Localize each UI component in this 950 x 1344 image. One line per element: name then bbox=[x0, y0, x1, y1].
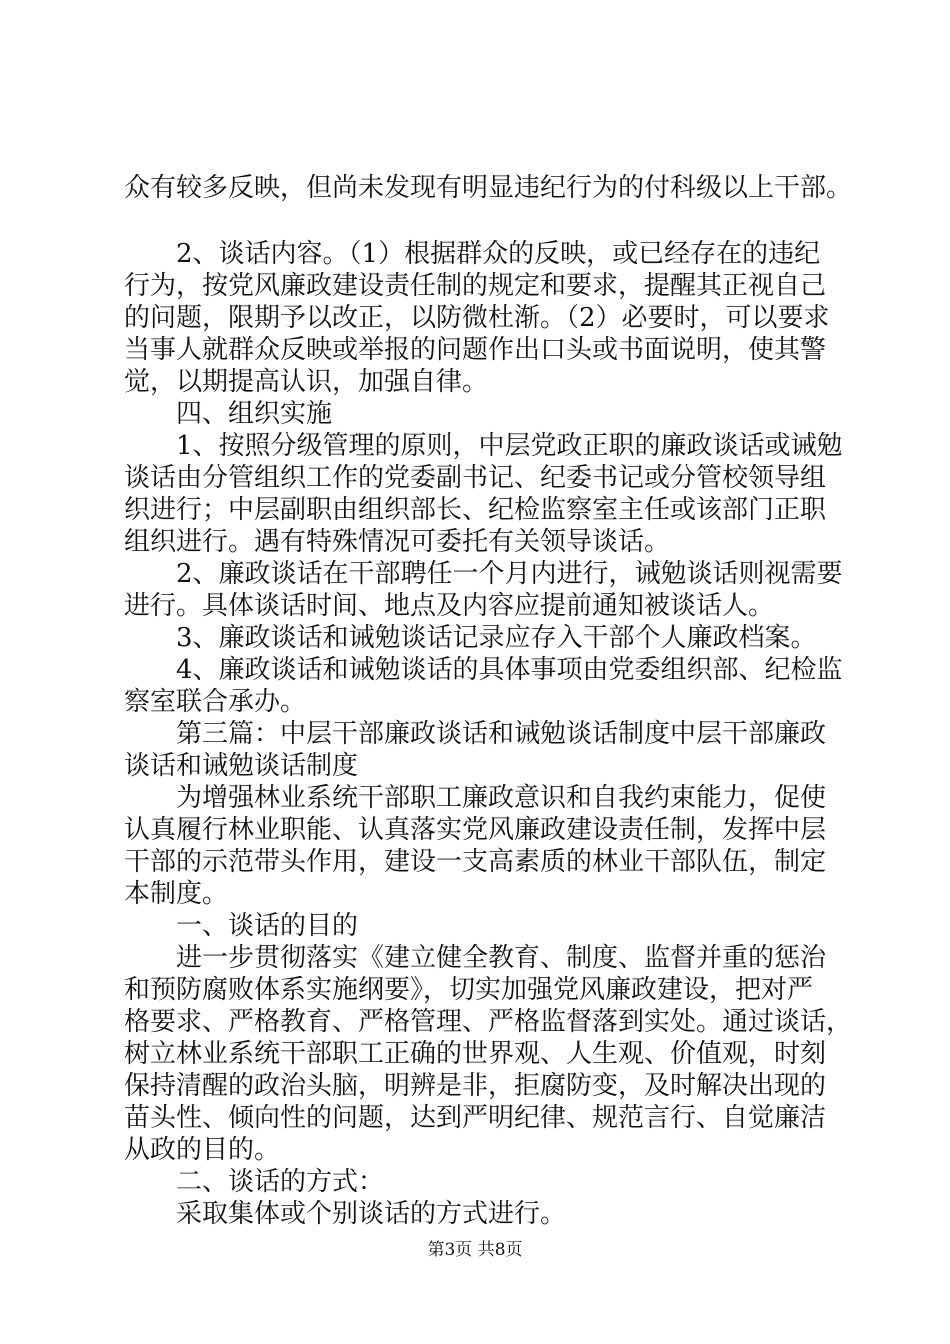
chapter-title: 谈话和诫勉谈话制度 bbox=[124, 751, 359, 781]
text-line: 认真履行林业职能、认真落实党风廉政建设责任制，发挥中层 bbox=[124, 815, 827, 845]
text-line: 当事人就群众反映或举报的问题作出口头或书面说明，使其警 bbox=[124, 335, 827, 365]
text-line: 从政的目的。 bbox=[124, 1135, 281, 1165]
chapter-title: 第三篇：中层干部廉政谈话和诫勉谈话制度中层干部廉政 bbox=[124, 719, 827, 749]
text-line: 2、廉政谈话在干部聘任一个月内进行，诫勉谈话则视需要 bbox=[124, 559, 843, 589]
text-line: 干部的示范带头作用，建设一支高素质的林业干部队伍，制定 bbox=[124, 847, 827, 877]
text-line: 1、按照分级管理的原则，中层党政正职的廉政谈话或诫勉 bbox=[124, 431, 843, 461]
document-body bbox=[124, 172, 853, 1230]
text-line: 觉，以期提高认识，加强自律。 bbox=[124, 367, 489, 397]
text-line: 保持清醒的政治头脑，明辨是非，拒腐防变，及时解决出现的 bbox=[124, 1071, 827, 1101]
text-line: 进一步贯彻落实《建立健全教育、制度、监督并重的惩治 bbox=[124, 943, 827, 973]
text-line: 2、谈话内容。（1）根据群众的反映，或已经存在的违纪 bbox=[124, 239, 821, 269]
text-line: 4、廉政谈话和诫勉谈话的具体事项由党委组织部、纪检监 bbox=[124, 655, 843, 685]
text-line: 行为，按党风廉政建设责任制的规定和要求，提醒其正视自己 bbox=[124, 271, 827, 301]
text-line: 苗头性、倾向性的问题，达到严明纪律、规范言行、自觉廉洁 bbox=[124, 1103, 827, 1133]
section-heading: 四、组织实施 bbox=[124, 399, 333, 429]
text-line: 织进行；中层副职由组织部长、纪检监察室主任或该部门正职 bbox=[124, 495, 827, 525]
text-line: 谈话由分管组织工作的党委副书记、纪委书记或分管校领导组 bbox=[124, 463, 827, 493]
text-line: 3、廉政谈话和诫勉谈话记录应存入干部个人廉政档案。 bbox=[124, 623, 817, 653]
section-heading: 二、谈话的方式： bbox=[124, 1167, 385, 1197]
text-line: 和预防腐败体系实施纲要》，切实加强党风廉政建设，把对严 bbox=[124, 975, 814, 1005]
text-line: 察室联合承办。 bbox=[124, 687, 307, 717]
text-line: 格要求、严格教育、严格管理、严格监督落到实处。通过谈话， bbox=[124, 1007, 853, 1037]
text-line: 采取集体或个别谈话的方式进行。 bbox=[124, 1199, 567, 1229]
text-line: 本制度。 bbox=[124, 879, 229, 909]
blank-line bbox=[124, 204, 844, 238]
text-line: 的问题，限期予以改正，以防微杜渐。（2）必要时，可以要求 bbox=[124, 303, 830, 333]
section-heading: 一、谈话的目的 bbox=[124, 911, 359, 941]
text-line: 进行。具体谈话时间、地点及内容应提前通知被谈话人。 bbox=[124, 591, 775, 621]
text-line: 组织进行。遇有特殊情况可委托有关领导谈话。 bbox=[124, 527, 671, 557]
text-line: 众有较多反映，但尚未发现有明显违纪行为的付科级以上干部。 bbox=[124, 173, 853, 203]
text-line: 树立林业系统干部职工正确的世界观、人生观、价值观，时刻 bbox=[124, 1039, 827, 1069]
page-number-footer: 第3页 共8页 bbox=[427, 1240, 523, 1260]
text-line: 为增强林业系统干部职工廉政意识和自我约束能力，促使 bbox=[124, 783, 827, 813]
